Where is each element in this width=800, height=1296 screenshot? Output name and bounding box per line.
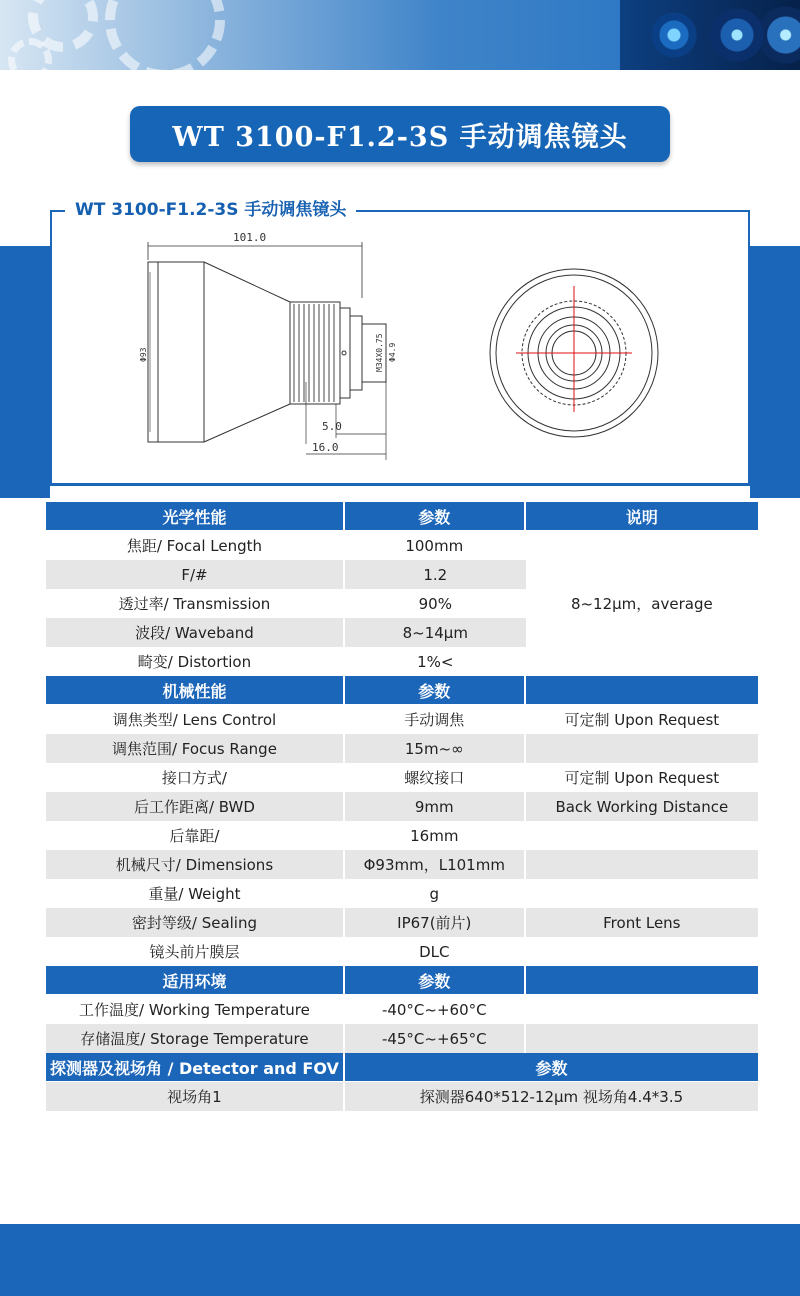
- table-cell: 探测器640*512-12μm 视场角4.4*3.5: [345, 1082, 758, 1111]
- front-view-centerlines: [516, 286, 632, 412]
- side-band-left: [0, 246, 50, 498]
- table-header-cell: 光学性能: [46, 502, 345, 531]
- table-cell: 可定制 Upon Request: [526, 705, 758, 734]
- optical-header-row: [46, 502, 758, 531]
- table-cell: [526, 850, 758, 879]
- bottom-band: [0, 1224, 800, 1296]
- table-cell: 8~14μm: [345, 618, 526, 647]
- dim-length-label: 101.0: [233, 231, 267, 244]
- page-title: WT 3100-F1.2-3S 手动调焦镜头: [130, 106, 670, 162]
- table-cell: 透过率/ Transmission: [46, 589, 345, 618]
- table-header-cell: [526, 676, 758, 705]
- table-cell: 100mm: [345, 531, 526, 560]
- optical-note-cell: 8~12μm，average: [526, 531, 758, 676]
- table-row: [46, 734, 758, 763]
- dim-back-focus-label: 16.0: [312, 441, 339, 454]
- table-cell: 手动调焦: [345, 705, 526, 734]
- table-row: [46, 1024, 758, 1053]
- table-row: [46, 1082, 758, 1111]
- table-cell: 后工作距离/ BWD: [46, 792, 345, 821]
- table-row: [46, 705, 758, 734]
- environment-header-row: [46, 966, 758, 995]
- gear-icon: [105, 0, 225, 70]
- table-cell: 后靠距/: [46, 821, 345, 850]
- dim-thread-label: M34X0.75: [375, 333, 384, 372]
- table-cell: 螺纹接口: [345, 763, 526, 792]
- table-row: [46, 821, 758, 850]
- table-row: [46, 879, 758, 908]
- table-header-cell: 机械性能: [46, 676, 345, 705]
- table-row: [46, 850, 758, 879]
- dim-bore-label: Φ4.9: [388, 342, 397, 362]
- table-header-cell: 参数: [345, 1053, 758, 1082]
- spec-table: [46, 502, 758, 1111]
- table-cell: 接口方式/: [46, 763, 345, 792]
- table-cell: 密封等级/ Sealing: [46, 908, 345, 937]
- table-header-cell: [526, 966, 758, 995]
- table-cell: Front Lens: [526, 908, 758, 937]
- table-header-cell: 参数: [345, 676, 526, 705]
- table-row: [46, 763, 758, 792]
- table-header-cell: 探测器及视场角 / Detector and FOV: [46, 1053, 345, 1082]
- table-header-cell: 说明: [526, 502, 758, 531]
- top-banner: [0, 0, 800, 70]
- table-cell: 机械尺寸/ Dimensions: [46, 850, 345, 879]
- table-header-cell: 参数: [345, 966, 526, 995]
- table-cell: g: [345, 879, 526, 908]
- table-cell: 焦距/ Focal Length: [46, 531, 345, 560]
- table-row: [46, 792, 758, 821]
- table-cell: 调焦范围/ Focus Range: [46, 734, 345, 763]
- table-cell: 波段/ Waveband: [46, 618, 345, 647]
- table-cell: 工作温度/ Working Temperature: [46, 995, 345, 1024]
- table-cell: 90%: [345, 589, 526, 618]
- table-cell: 调焦类型/ Lens Control: [46, 705, 345, 734]
- table-cell: 1.2: [345, 560, 526, 589]
- dim-diameter-label: Φ93: [139, 347, 148, 362]
- table-cell: DLC: [345, 937, 526, 966]
- table-header-cell: 适用环境: [46, 966, 345, 995]
- table-cell: 1%<: [345, 647, 526, 676]
- table-cell: 存储温度/ Storage Temperature: [46, 1024, 345, 1053]
- lens-decoration: [620, 0, 800, 70]
- table-cell: Φ93mm，L101mm: [345, 850, 526, 879]
- lens-side-view: [148, 242, 386, 460]
- table-cell: [526, 937, 758, 966]
- table-cell: 16mm: [345, 821, 526, 850]
- mechanical-header-row: [46, 676, 758, 705]
- table-cell: [526, 1024, 758, 1053]
- section-title: WT 3100-F1.2-3S 手动调焦镜头: [65, 196, 356, 224]
- table-cell: 畸变/ Distortion: [46, 647, 345, 676]
- table-cell: [526, 734, 758, 763]
- table-cell: [526, 995, 758, 1024]
- table-cell: F/#: [46, 560, 345, 589]
- table-cell: 9mm: [345, 792, 526, 821]
- table-cell: 视场角1: [46, 1082, 345, 1111]
- table-cell: -40°C~+60°C: [345, 995, 526, 1024]
- table-cell: -45°C~+65°C: [345, 1024, 526, 1053]
- table-row: [46, 995, 758, 1024]
- table-row: [46, 908, 758, 937]
- table-cell: 15m~∞: [345, 734, 526, 763]
- dim-bwd-label: 5.0: [322, 420, 342, 433]
- table-row: [46, 937, 758, 966]
- table-cell: IP67(前片): [345, 908, 526, 937]
- table-cell: [526, 821, 758, 850]
- side-band-right: [750, 246, 800, 498]
- table-row: [46, 531, 758, 560]
- table-cell: 可定制 Upon Request: [526, 763, 758, 792]
- table-cell: 镜头前片膜层: [46, 937, 345, 966]
- table-header-cell: 参数: [345, 502, 526, 531]
- table-cell: 重量/ Weight: [46, 879, 345, 908]
- table-cell: Back Working Distance: [526, 792, 758, 821]
- detector-header-row: [46, 1053, 758, 1082]
- table-cell: [526, 879, 758, 908]
- lens-technical-drawing: [50, 212, 748, 484]
